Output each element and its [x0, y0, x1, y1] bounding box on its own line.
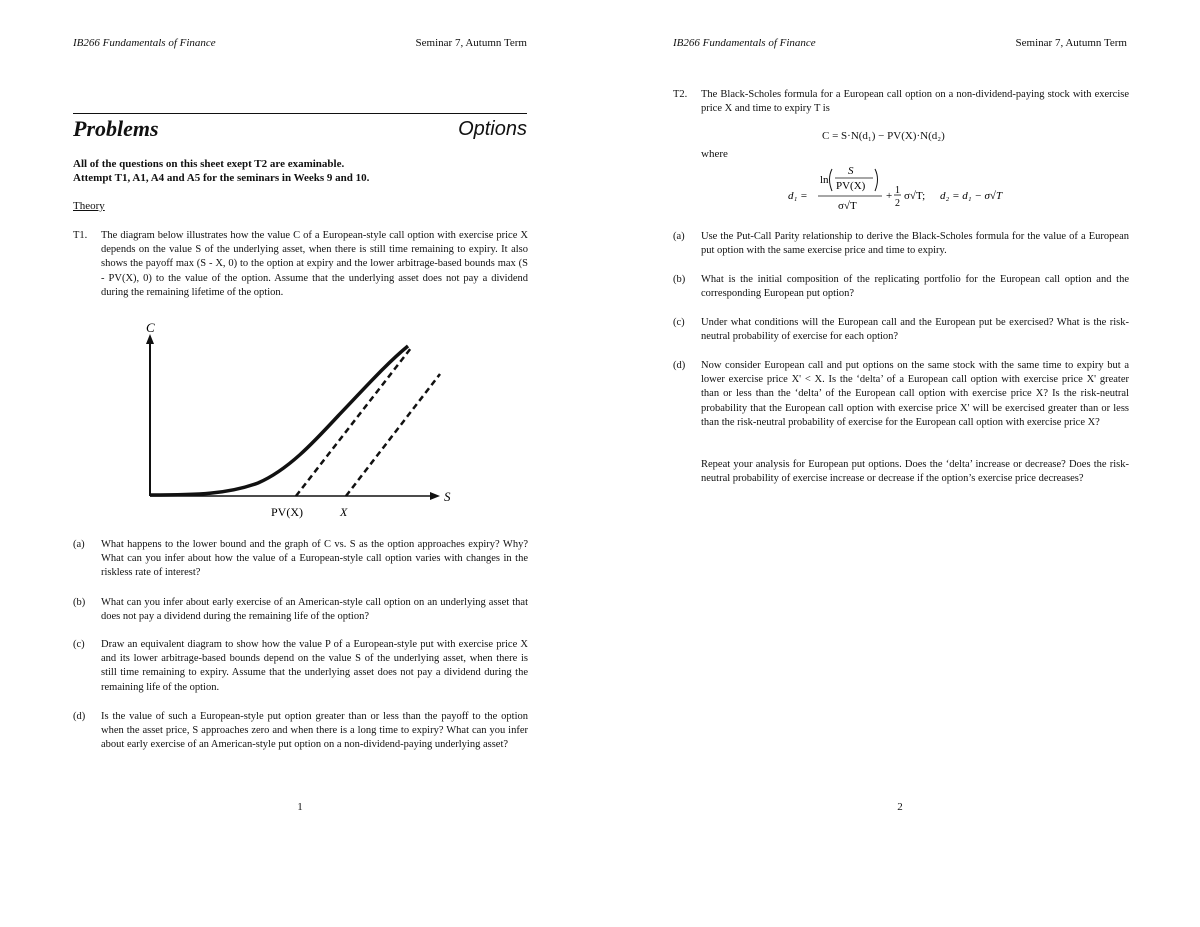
question-text: Use the Put-Call Parity relationship to derive the Black-Scholes formula for the value of a European put option with the same exercise price and time to expiry.	[701, 231, 1129, 257]
question-text: Now consider European call and put options on the same stock with the same time to expiry but a lower exercise price X' < X. Is the ‘delta’ of a European call option with exercise price X' greater than or less than the ‘delta’ of the European call option with exercise price X? Is the risk-neutral probability that the European call option with exercise price X' will be exercised greater than or less than the risk-neutral probability of exercise for the European call option with exercise price X?	[701, 360, 1129, 428]
question-number: (c)	[73, 639, 85, 650]
left-paren	[830, 169, 833, 191]
denominator-sigma: σ√T	[838, 200, 857, 212]
d2-expression: d₂ = d₁ − σ√T	[940, 190, 1003, 202]
page-2	[600, 0, 1200, 927]
question-number: T2.	[673, 89, 688, 100]
tick-pv-x: PV(X)	[271, 505, 303, 519]
question-text: What can you infer about early exercise of an American-style call option on an underlying asset that does not pay a dividend during the remaining life of the option?	[101, 597, 528, 623]
question-number: (c)	[673, 317, 685, 328]
half-numerator: 1	[895, 185, 900, 196]
intro-text	[73, 157, 527, 185]
question-text: Is the value of such a European-style put option greater than or less than the payoff to the option when the asset price, S approaches zero and when there is a long time to expiry? What can you infer about early exercise of an American-style put option on a non-dividend-paying underlying asset?	[101, 711, 528, 751]
question-text: The diagram below illustrates how the value C of a European-style call option with exercise price X depends on the value S of the underlying asset, when there is still time remaining to expiry. It also shows the payoff max (S - X, 0) to the option at expiry and the lower arbitrage-based bounds max (S - PV(X), 0) to the value of the option. Assume that the underlying asset does not pay a dividend during the remaining lifetime of the option.	[101, 230, 528, 298]
question-text: What is the initial composition of the replicating portfolio for the European call option and the corresponding European put option?	[701, 274, 1129, 300]
sigma-root-t: σ√T;	[904, 190, 926, 202]
lower-bound-line	[296, 348, 411, 496]
question-text: Under what conditions will the European call and the European put be exercised? What is the risk-neutral probability of exercise for each option?	[701, 317, 1129, 343]
black-scholes-formula: C = S·N(d₁) − PV(X)·N(d₂)	[822, 130, 945, 142]
repeat-text: Repeat your analysis for European put options. Does the ‘delta’ increase or decrease? Does the risk-neutral probability of exercise increase or decrease if the option’s exercise price decreases?	[701, 459, 1129, 485]
header-seminar: Seminar 7, Autumn Term	[1015, 37, 1127, 49]
question-number: (d)	[673, 360, 686, 371]
plus-sign: +	[886, 190, 893, 202]
header-course: IB266 Fundamentals of Finance	[73, 37, 216, 49]
question-number: (a)	[73, 539, 85, 550]
y-axis-label: C	[146, 320, 155, 335]
d1-d2-formula	[780, 157, 1060, 217]
where-label: where	[701, 148, 728, 160]
numerator-s: S	[848, 165, 854, 177]
call-option-diagram	[138, 318, 468, 526]
page-number: 1	[297, 801, 303, 813]
option-value-curve	[150, 346, 408, 495]
question-number: T1.	[73, 230, 88, 241]
x-axis-label: S	[444, 489, 451, 504]
y-axis-arrow	[146, 334, 154, 344]
x-axis-arrow	[430, 492, 440, 500]
half-denominator: 2	[895, 198, 900, 209]
header-course: IB266 Fundamentals of Finance	[673, 37, 816, 49]
question-number: (b)	[673, 274, 686, 285]
header-seminar: Seminar 7, Autumn Term	[415, 37, 527, 49]
page-subject: Options	[458, 118, 527, 140]
question-text: The Black-Scholes formula for a European call option on a non-dividend-paying stock with exercise price X and time to expiry T is	[701, 89, 1129, 115]
section-heading: Theory	[73, 200, 105, 212]
ln-label: ln	[820, 174, 829, 186]
question-number: (d)	[73, 711, 86, 722]
intro-line-2: Attempt T1, A1, A4 and A5 for the seminars in Weeks 9 and 10.	[73, 172, 370, 184]
page-number: 2	[897, 801, 903, 813]
page-title: Problems	[73, 116, 159, 141]
title-rule	[73, 113, 527, 114]
right-paren	[875, 169, 878, 191]
denominator-pv: PV(X)	[836, 180, 866, 192]
intro-line-1: All of the questions on this sheet exept T2 are examinable.	[73, 158, 345, 170]
question-text: What happens to the lower bound and the graph of C vs. S as the option approaches expiry? Why? What can you infer about how the value of a European-style call option varies with changes in the riskless rate of interest?	[101, 539, 528, 579]
question-number: (b)	[73, 597, 86, 608]
d1-lhs: d₁ =	[788, 190, 808, 202]
question-number: (a)	[673, 231, 685, 242]
tick-x: X	[340, 505, 348, 519]
question-text: Draw an equivalent diagram to show how the value P of a European-style put with exercise price X and its lower arbitrage-based bounds depend on the value S of the underlying asset, when there is still time remaining to expiry. Assume that the underlying asset does not pay a dividend during the remaining life of the option.	[101, 639, 528, 693]
